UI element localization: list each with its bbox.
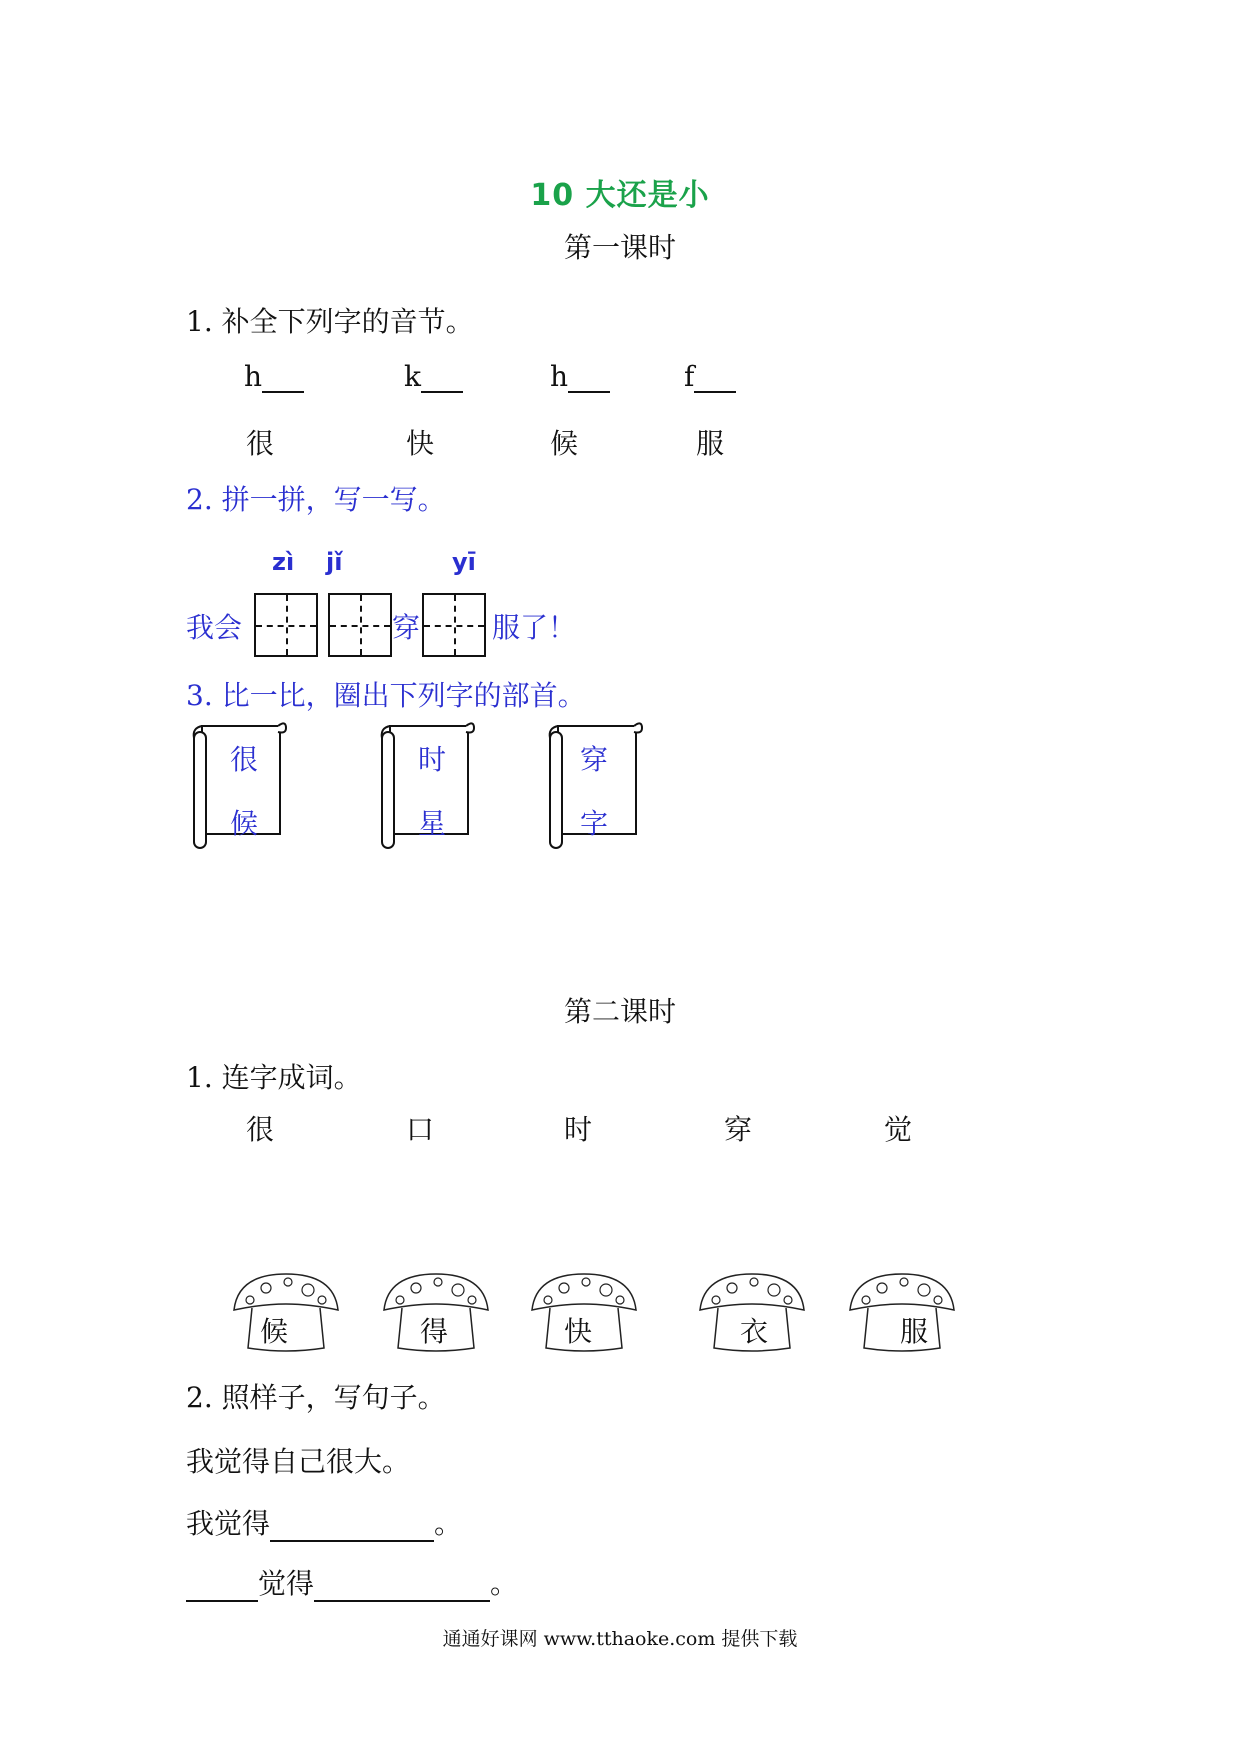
pinyin-ji: jǐ (326, 548, 343, 576)
answer-line-1[interactable] (270, 1510, 434, 1542)
syllable-blank-2 (404, 360, 463, 393)
top-char-3[interactable]: 时 (564, 1113, 593, 1146)
answer-line[interactable] (421, 361, 463, 393)
scroll1-bottom-char[interactable]: 候 (230, 807, 259, 840)
char-hou: 候 (550, 427, 579, 460)
footer-credit: 通通好课网 www.tthaoke.com 提供下载 (442, 1628, 798, 1650)
char-kuai: 快 (406, 427, 435, 460)
mushroom-char-5[interactable]: 服 (900, 1315, 929, 1348)
syllable-blank-3 (550, 360, 610, 393)
initial-letter: k (404, 360, 421, 393)
sentence-line-2 (186, 1562, 518, 1602)
pinyin-yi: yī (452, 548, 476, 576)
l1-q1-prompt: 1. 补全下列字的音节。 (186, 305, 474, 338)
mushroom-char-3[interactable]: 快 (564, 1315, 593, 1348)
line1-prefix: 我觉得 (186, 1507, 271, 1540)
scroll3-top-char[interactable]: 穿 (580, 743, 609, 776)
answer-line[interactable] (262, 361, 304, 393)
lesson2-heading: 第二课时 (563, 995, 676, 1028)
scroll3-bottom-char[interactable]: 字 (580, 807, 609, 840)
sentence-line-1 (186, 1502, 462, 1542)
syllable-blank-1 (244, 360, 304, 393)
top-char-2[interactable]: 口 (406, 1113, 435, 1146)
l1-q3-prompt: 3. 比一比，圈出下列字的部首。 (186, 679, 586, 712)
initial-letter: h (244, 360, 263, 393)
answer-line[interactable] (568, 361, 610, 393)
sentence-suffix: 服了！ (492, 611, 577, 644)
initial-letter: h (550, 360, 569, 393)
sentence-prefix: 我会 (186, 611, 243, 644)
initial-letter: f (684, 360, 695, 393)
answer-line[interactable] (694, 361, 736, 393)
answer-line-2b[interactable] (314, 1570, 490, 1602)
answer-line-2a[interactable] (186, 1570, 258, 1602)
sentence-middle: 穿 (392, 611, 421, 644)
writing-grid-1[interactable] (254, 593, 318, 657)
char-hen: 很 (246, 427, 275, 460)
worksheet-title: 10 大还是小 (530, 178, 710, 213)
scroll2-top-char[interactable]: 时 (418, 743, 447, 776)
writing-grid-3[interactable] (422, 593, 486, 657)
top-char-4[interactable]: 穿 (724, 1113, 753, 1146)
l2-q2-prompt: 2. 照样子，写句子。 (186, 1381, 446, 1414)
line2-end: 。 (490, 1567, 519, 1600)
syllable-blank-4 (684, 360, 736, 393)
writing-grid-2[interactable] (328, 593, 392, 657)
line1-end: 。 (434, 1507, 463, 1540)
example-sentence: 我觉得自己很大。 (186, 1445, 411, 1478)
line2-mid: 觉得 (258, 1567, 315, 1600)
l1-q2-prompt: 2. 拼一拼，写一写。 (186, 483, 446, 516)
top-char-1[interactable]: 很 (246, 1113, 275, 1146)
mushroom-char-1[interactable]: 候 (260, 1315, 289, 1348)
lesson1-heading: 第一课时 (563, 231, 676, 264)
pinyin-zi: zì (272, 548, 295, 576)
char-fu: 服 (696, 427, 725, 460)
scroll2-bottom-char[interactable]: 星 (418, 807, 447, 840)
mushroom-char-2[interactable]: 得 (420, 1315, 449, 1348)
mushroom-char-4[interactable]: 衣 (740, 1315, 769, 1348)
top-char-5[interactable]: 觉 (884, 1113, 913, 1146)
scroll1-top-char[interactable]: 很 (230, 743, 259, 776)
l2-q1-prompt: 1. 连字成词。 (186, 1061, 362, 1094)
